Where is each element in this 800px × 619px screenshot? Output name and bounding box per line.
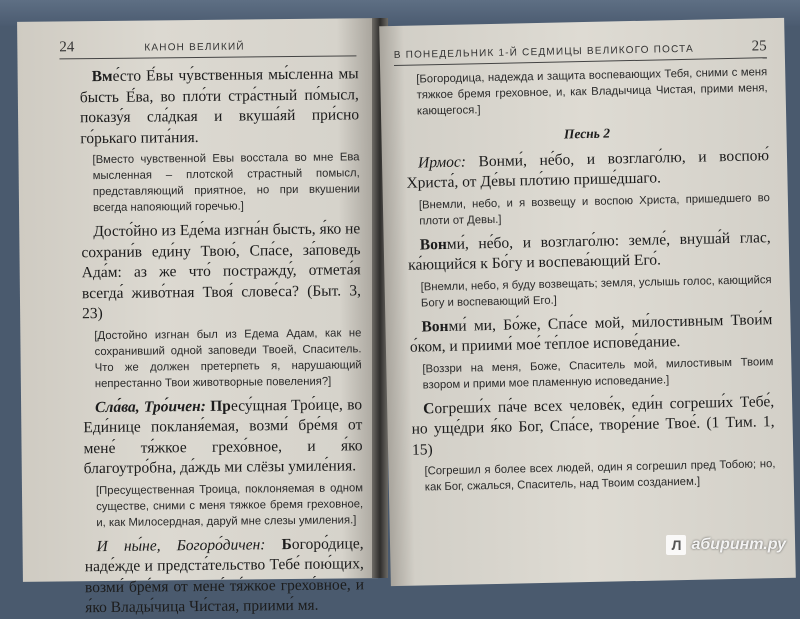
verse-slavonic: Ирмос: Вонми́, не́бо, и возглаго́лю, и воспою́ Христа́, от Де́вы пло́тию прише́дшаго.	[406, 146, 770, 192]
left-page-content	[80, 64, 365, 618]
verse-russian-translation: [Пресущественная Троица, поклоняемая в одном существе, сними с меня тяжкое бремя греховное, и, как Милосердная, даруй мне слезы умиления.]	[95, 481, 364, 529]
verse-russian-translation: [Внемли, небо, я буду возвещать; земля, услышь голос, кающийся Богу и воспевающий Его.]	[420, 273, 772, 309]
rubric-label: Ирмос:	[417, 153, 467, 172]
verse-russian-translation: [Согрешил я более всех людей, один я согрешил пред Тобою; но, как Бог, сжалься, Спаситель, над Твоим созданием.]	[424, 458, 776, 494]
right-running-title: В ПОНЕДЕЛЬНИК 1-Й СЕДМИЦЫ ВЕЛИКОГО ПОСТА	[393, 43, 695, 62]
labirint-logo-icon: Л	[666, 535, 686, 555]
verse-slavonic: Вме́сто Е́вы чу́вственныя мы́сленна мы бысть Е́ва, во пло́ти стра́стный по́мысл, показу́я сла́дкая и вкуша́яй при́сно го́рькаго пита́ния.	[79, 65, 360, 147]
watermark-text: абиринт.ру	[691, 536, 786, 553]
verse-russian-translation: [Вместо чувственной Евы восстала во мне Ева мысленная – плотской страстный помысл, представляющий приятное, но при вкушении всегда напояющий горечью.]	[92, 151, 360, 215]
verse-slavonic: Согреши́х па́че всех челове́к, еди́н согреши́х Тебе́, но уще́дри я́ко Бог, Спа́се, творе́ние Твое́. (1 Тим. 1, 15)	[411, 392, 775, 459]
verse-slavonic: Досто́йно из Еде́ма изгна́н бысть, я́ко не сохрани́в еди́ну Твою́, Спа́се, за́поведь Ада́м: аз же что́ постражду́, отмета́я всегда́ живо́тная Твоя́ слове́са? (Быт. 3, 23)	[81, 220, 361, 323]
verse-russian-translation: [Внемли, небо, и я возвещу и воспою Христа, пришедшего во плоти от Девы.]	[418, 191, 770, 228]
left-page-number: 24	[59, 39, 75, 56]
verse-russian-translation: [Богородица, надежда и защита воспевающих Тебя, сними с меня тяжкое бремя греховное, и, как Владычица Чистая, прими меня, кающегося.]	[416, 66, 768, 118]
right-page-content	[404, 64, 776, 496]
verse-russian-translation: [Достойно изгнан был из Едема Адам, как не сохранивший одной заповеди Твоей, Спаситель. Что же должен претерпеть я, нарушающий непрестанно Твои животворные повеления?]	[94, 326, 362, 390]
rubric-label: Сла́ва, Тро́ичен:	[95, 397, 206, 416]
ode-heading: Песнь 2	[563, 125, 611, 142]
left-running-title: КАНОН ВЕЛИКИЙ	[144, 41, 245, 54]
right-page	[379, 18, 796, 586]
right-running-head	[394, 38, 767, 66]
verse-slavonic: Вонми́, не́бо, и возглаго́лю: земле́, внуша́й глас, ка́ющийся к Бо́гу и воспева́ющий Его́.	[408, 228, 771, 274]
left-page	[17, 18, 378, 617]
verse-russian-translation: [Воззри на меня, Боже, Спаситель мой, милостивым Твоим взором и прими мое пламенную исповедание.]	[422, 355, 774, 391]
rubric-label: И ны́не, Богоро́дичен:	[96, 535, 266, 555]
right-page-number: 25	[751, 38, 767, 55]
verse-slavonic: И ны́не, Богоро́дичен: Богоро́дице, наде́жде и предста́тельство Тебе́ пою́щих, возми́ бре́мя от мене́ тя́жкое грехо́вное, и я́ко Влады́чица Чи́стая, приими́ мя.	[84, 534, 365, 617]
verse-slavonic: Вонми́ ми, Бо́же, Спа́се мой, ми́лостивным Твои́м о́ком, и приими́ мое́ те́плое испове́дание.	[409, 310, 773, 356]
watermark-badge	[666, 535, 786, 555]
left-running-head	[59, 36, 356, 59]
verse-slavonic: Сла́ва, Тро́ичен: Пресу́щная Тро́ице, во Еди́нице покланя́емая, возми́ бре́мя от мене́ тя́жкое грехо́вное, и я́ко благоутро́бна, да́ждь ми слёзы умиле́ния.	[83, 395, 363, 478]
